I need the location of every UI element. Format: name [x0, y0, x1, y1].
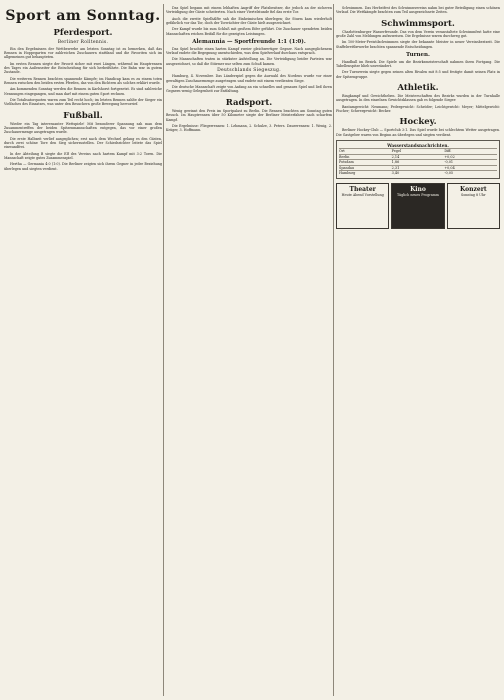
article-paragraph: Die Mannschaften traten in stärkster Aufstellung an. Die Verteidigung beider Parteien war ausgezeichnet, so daß die Stürmer nur selten zum Schuß kamen.	[166, 57, 332, 66]
article-paragraph: Der Kampf wurde bis zum Schluß mit großem Eifer geführt. Die Zuschauer spendeten beiden Mannschaften reichen Beifall für die gezeigten Leistungen.	[166, 27, 332, 36]
article-paragraph: Berliner Hockey-Club — Sportclub 3:1. Das Spiel wurde bei schlechtem Wetter ausgetragen. Die Gastgeber waren von Beginn an überlegen und siegten verdient.	[336, 128, 500, 137]
section-heading: Pferdesport.	[53, 28, 113, 38]
section-heading: Fußball.	[63, 110, 103, 121]
article-paragraph: Wieder ein Tag interessanter Wettspiele! Mit besonderer Spannung sah man dem Zusammentreffen der beiden Spitzenmannschaften entgegen, das vor einer großen Zuschauermenge ausgetragen wurde.	[4, 121, 162, 135]
column-divider	[333, 4, 334, 696]
section-heading: Turnen.	[406, 52, 430, 59]
column-1	[4, 6, 162, 694]
article-paragraph: Ringkampf und Gewichtheben. Die Meisterschaften des Bezirks wurden in der Turnhalle ausgetragen. In den einzelnen Gewichtsklassen gab es folgende Sieger:	[336, 93, 500, 103]
article-paragraph: Wenig gewinnt den Preis im Sportpalast zu Berlin. Die Rennen brachten am Sonntag guten Besuch. Im Hauptrennen über 50 Kilometer siegte der Berliner Meisterfahrer nach scharfem Kampf.	[166, 108, 332, 122]
article-paragraph: Schwimmen. Das Herbstfest des Schwimmvereins nahm bei guter Beteiligung einen schönen Verlauf. Die Wettkämpfe brachten zum Teil ausgezeichnete Zeiten.	[336, 6, 500, 15]
article-paragraph: Hamburg, 4. November. Das Länderspiel gegen die Auswahl des Nordens wurde vor einer gewaltigen Zuschauermenge ausgetragen und endete mit einem verdienten Siege.	[166, 74, 332, 83]
article-paragraph: Die Totalisatorquoten waren zum Teil recht hoch; im letzten Rennen zahlte der Sieger ein Vielfaches des Einsatzes, was unter den Besuchern große Bewegung hervorrief.	[4, 97, 162, 107]
article-paragraph: Am kommenden Sonntag werden die Rennen in Karlshorst fortgesetzt. Es sind zahlreiche Nennungen eingegangen, und man darf mit einem guten Sport rechnen.	[4, 87, 162, 96]
article-paragraph: Die Ergebnisse: Fliegerrennen: 1. Lehmann, 2. Schulze, 3. Peters. Dauerrennen: 1. Wenig, 2. Krüger, 3. Hoffmann.	[166, 123, 332, 133]
data-table	[336, 140, 500, 179]
column-divider	[163, 4, 164, 696]
section-heading: Radsport.	[225, 97, 273, 108]
page-title: Sport am Sonntag.	[5, 8, 161, 24]
advertisement: Theater Heute Abend Vorstellung	[336, 183, 389, 229]
advertisement: Kino Täglich neues Programm	[391, 183, 444, 229]
table-row: Potsdam 1,86 -0,01	[339, 159, 497, 165]
table-title: Wasserstandsnachrichten.	[387, 143, 449, 148]
section-heading: Schwimmsport.	[381, 18, 455, 29]
table-row: Ort Pegel Diff.	[339, 148, 497, 154]
article-paragraph: Handball im Bezirk. Die Spiele um die Bezirksmeisterschaft nahmen ihren Fortgang. Die Tabellenspitze blieb unverändert.	[336, 59, 500, 68]
section-heading: Hockey.	[399, 117, 437, 128]
article-paragraph: Ein den Ergebnissen der Wettbewerbe am letzten Sonntag ist zu bemerken, daß das Rennen in Hoppegarten vor zahlreichen Zuschauern stattfand und die Favoriten sich im allgemeinen gut behaupteten.	[4, 46, 162, 60]
article-paragraph: Im 100-Meter-Freistilschwimmen siegte der bekannte Meister in neuer Vereinsbestzeit. Die Staffelwettbewerbe brachten spannende Entscheidungen.	[336, 40, 500, 49]
article-paragraph: In der Abteilung B siegte die Elf des Vereins nach hartem Kampf mit 3:2 Toren. Die Mannschaft zeigte gutes Zusammenspiel.	[4, 151, 162, 161]
article-paragraph: Hertha — Germania 4:0 (1:0). Die Berliner zeigten sich ihrem Gegner in jeder Beziehung überlegen und siegten verdient.	[4, 162, 162, 171]
table-row: Hamburg 3,40 -0,05	[339, 170, 497, 176]
section-heading: Alemannia — Sportfreunde 1:1 (1:0).	[192, 39, 306, 46]
article-paragraph: Die weiteren Rennen brachten spannende Kämpfe; im Handicap kam es zu einem toten Rennen zwischen den beiden ersten Pferden, das von den Richtern als solches erklärt wurde.	[4, 76, 162, 85]
article-paragraph: Im ersten Rennen siegte der Favorit sicher mit zwei Längen, während im Hauptrennen des Tages ein Außenseiter die Entscheidung für sich herbeiführte. Die Bahn war in gutem Zustande.	[4, 61, 162, 75]
table-row: Berlin 2,14 +0,02	[339, 154, 497, 160]
table-row: Spandau 2,31 +0,04	[339, 165, 497, 171]
article-paragraph: Das Spiel begann mit einem lebhaften Angriff der Platzbesitzer, die jedoch an der sicheren Verteidigung der Gäste scheiterten. Nach einer Viertelstunde fiel das erste Tor.	[166, 6, 332, 15]
sub-heading: Deutschlands Siegeszug.	[217, 67, 281, 73]
section-heading: Athletik.	[397, 82, 439, 93]
article-paragraph: Der Turnverein siegte gegen seinen alten Rivalen mit 8:5 und festigte damit seinen Platz in der Spitzengruppe.	[336, 70, 500, 79]
article-paragraph: Die erste Halbzeit verlief ausgeglichen; erst nach dem Wechsel gelang es den Gästen, durch zwei schöne Tore den Sieg sicherzustellen. Der Schiedsrichter leitete das Spiel einwandfrei.	[4, 136, 162, 150]
article-paragraph: Charlottenburger Wasserfreunde. Das von dem Verein veranstaltete Schwimmfest hatte eine große Zahl von Meldungen aufzuweisen. Die Ergebnisse waren durchweg gut.	[336, 29, 500, 39]
column-3	[336, 6, 500, 694]
article-paragraph: Die deutsche Mannschaft zeigte von Anfang an ein schnelles und genaues Spiel und ließ ihren Gegnern wenig Gelegenheit zur Entfaltung.	[166, 85, 332, 94]
column-2	[166, 6, 332, 694]
advertisement: Konzert Sonntag 8 Uhr	[447, 183, 500, 229]
sub-heading: Berliner Rolltennis.	[57, 40, 109, 45]
article-paragraph: Auch die zweite Spielhälfte sah die Einheimischen überlegen; ihr Sturm kam wiederholt gefährlich vor das Tor, doch der Torwächter der Gäste hielt ausgezeichnet.	[166, 16, 332, 26]
article-paragraph: Das Spiel brachte einen harten Kampf zweier gleichwertiger Gegner. Nach ausgeglichenem Verlauf endete die Begegnung unentschieden, was dem Spielverlauf durchaus entsprach.	[166, 46, 332, 55]
advertisement-block	[336, 183, 500, 229]
article-paragraph: Bantamgewicht: Neumann; Federgewicht: Schröder; Leichtgewicht: Meyer; Mittelgewicht: Fischer; Schwergewicht: Becker.	[336, 104, 500, 113]
